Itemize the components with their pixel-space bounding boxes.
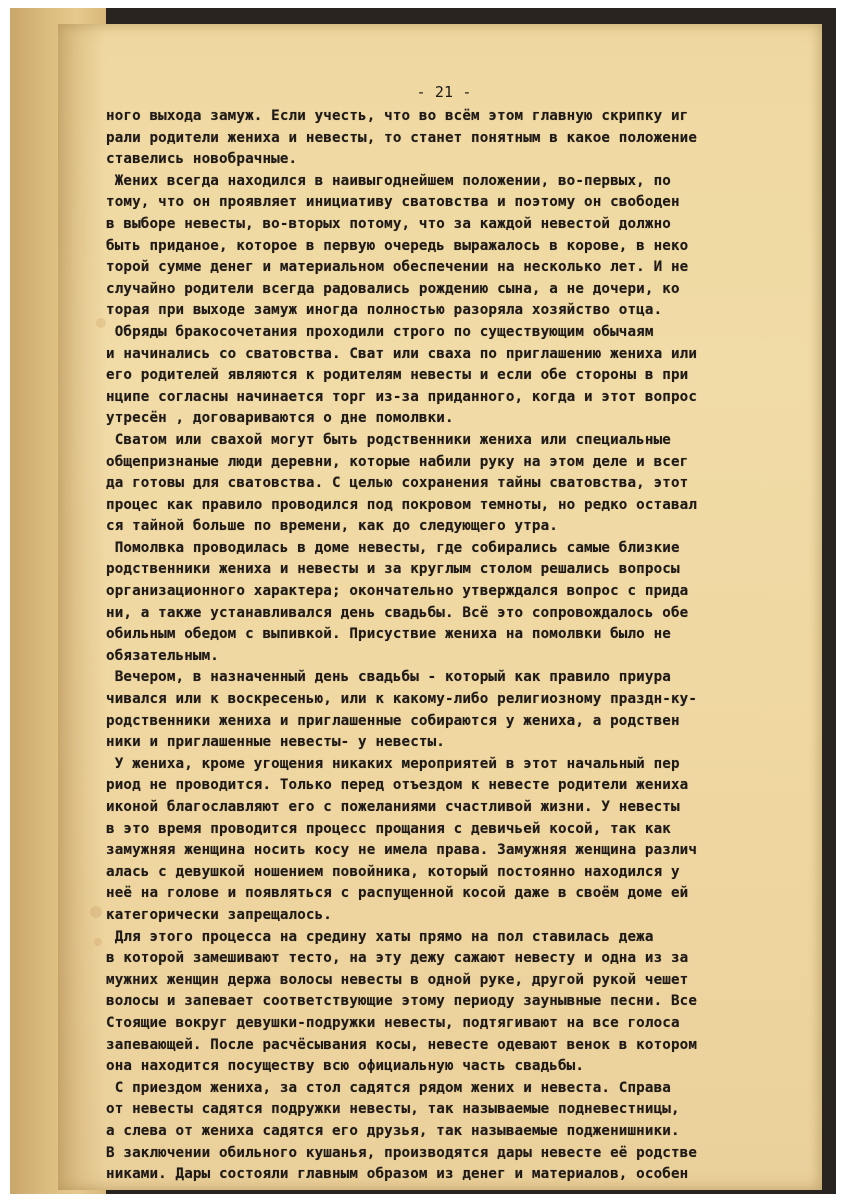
text-line: родственники жениха и невесты и за круглым столом решались вопросы — [106, 561, 680, 578]
text-line: Вечером, в назначенный день свадьбы - который как правило приура — [106, 669, 671, 686]
page-stain — [96, 318, 106, 328]
text-line: иконой благославляют его с пожеланиями счастливой жизни. У невесты — [106, 799, 680, 815]
text-line: Для этого процесса на средину хаты прямо на пол ставилась дежа — [106, 928, 654, 945]
text-line: ники и приглашенные невесты- у невесты. — [106, 734, 445, 751]
text-line: ного выхода замуж. Если учесть, что во всём этом главную скрипку иг — [106, 108, 689, 124]
page-number: - 21 - — [416, 83, 472, 101]
text-line: замужняя женщина носить косу не имела права. Замужняя женщина различ — [106, 842, 698, 859]
text-line: Сватом или свахой могут быть родственники жениха или специальные — [106, 431, 671, 448]
text-line: и начинались со сватовства. Сват или сваха по приглашению жениха или — [106, 345, 698, 362]
text-line: торой сумме денег и материальном обеспечении на несколько лет. И не — [106, 259, 689, 276]
text-line: Стоящие вокруг девушки-подружки невесты, подтягивают на все голоса — [106, 1014, 680, 1031]
text-line: процес как правило проводился под покровом темноты, но редко оставал — [106, 496, 698, 513]
text-line: С приездом жениха, за стол садятся рядом жених и невеста. Справа — [106, 1079, 671, 1096]
text-line: да готовы для сватовства. С целью сохранения тайны сватовства, этот — [106, 475, 689, 492]
text-line: тому, что он проявляет инициативу сватовства и поэтому он свободен — [106, 194, 680, 211]
text-line: общепризнаные люди деревни, которые набили руку на этом деле и всег — [106, 453, 689, 470]
text-line: Помолвка проводилась в доме невесты, где собирались самые близкие — [106, 539, 680, 556]
text-line: риод не проводится. Только перед отъездом к невесте родители жениха — [106, 777, 689, 794]
text-line: неё на голове и появляться с распущенной косой даже в своём доме ей — [106, 885, 689, 902]
text-line: в это время проводится процесс прощания с девичьей косой, так как — [106, 820, 671, 837]
text-line: ся тайной больше по времени, как до следующего утра. — [106, 518, 558, 535]
text-line: утресён , договариваются о дне помолвки. — [106, 410, 454, 427]
text-line: обильным обедом с выпивкой. Присуствие жениха на помолвки было не — [106, 626, 671, 643]
text-lines — [106, 106, 822, 1186]
text-line: У жениха, кроме угощения никаких мероприятей в этот начальный пер — [106, 755, 680, 772]
text-line: алась с девушкой ношением повойника, который постоянно находился у — [106, 863, 680, 880]
text-line: чивался или к воскресенью, или к какому-либо религиозному праздн-ку- — [106, 691, 698, 708]
text-line: торая при выходе замуж иногда полностью разоряла хозяйство отца. — [106, 302, 663, 319]
text-line: в которой замешивают тесто, на эту дежу сажают невесту и одна из за — [106, 950, 689, 967]
text-line: категорически запрещалось. — [106, 906, 332, 923]
text-line: она находится посуществу всю официальную часть свадьбы. — [106, 1058, 585, 1075]
text-line: родственники жениха и приглашенные собираются у жениха, а родствен — [106, 712, 680, 729]
text-line: рали родители жениха и невесты, то станет понятным в какое положение — [106, 129, 698, 146]
text-line: мужних женщин держа волосы невесты в одной руке, другой рукой чешет — [106, 971, 689, 988]
text-line: его родителей являются к родителям невесты и если обе стороны в при — [106, 367, 689, 384]
text-line: а слева от жениха садятся его друзья, так называемые подженишники. — [106, 1122, 680, 1139]
page-stain — [94, 938, 102, 946]
text-line: обязательным. — [106, 647, 219, 664]
text-line: в выборе невесты, во-вторых потому, что за каждой невестой должно — [106, 215, 671, 232]
text-line: никами. Дары состояли главным образом из денег и материалов, особен — [106, 1166, 689, 1183]
text-line: ставелись новобрачные. — [106, 151, 298, 168]
text-line: организационного характера; окончательно утверждался вопрос с прида — [106, 583, 689, 600]
text-line: Обряды бракосочетания проходили строго по существующим обычаям — [106, 323, 654, 340]
text-line: В заключении обильного кушанья, производятся дары невесте её родстве — [106, 1144, 698, 1161]
text-line: случайно родители всегда радовались рождению сына, а не дочери, ко — [106, 280, 680, 297]
page-stain — [90, 906, 102, 918]
text-line: нципе согласны начинается торг из-за приданного, когда и этот вопрос — [106, 388, 698, 405]
text-line: запевающей. После расчёсывания косы, невесте одевают венок в котором — [106, 1036, 698, 1053]
typewritten-text — [106, 82, 822, 1192]
text-line: ни, а также устанавливался день свадьбы. Всё это сопровождалось обе — [106, 604, 689, 621]
text-line: Жених всегда находился в наивыгоднейшем положении, во-первых, по — [106, 172, 671, 189]
text-line: быть приданое, которое в первую очередь выражалось в корове, в неко — [106, 237, 689, 254]
page-gutter-shadow — [58, 24, 106, 1190]
text-line: волосы и запевает соответствующие этому периоду заунывные песни. Все — [106, 993, 698, 1010]
text-line: от невесты садятся подружки невесты, так называемые подневестницы, — [106, 1101, 680, 1118]
